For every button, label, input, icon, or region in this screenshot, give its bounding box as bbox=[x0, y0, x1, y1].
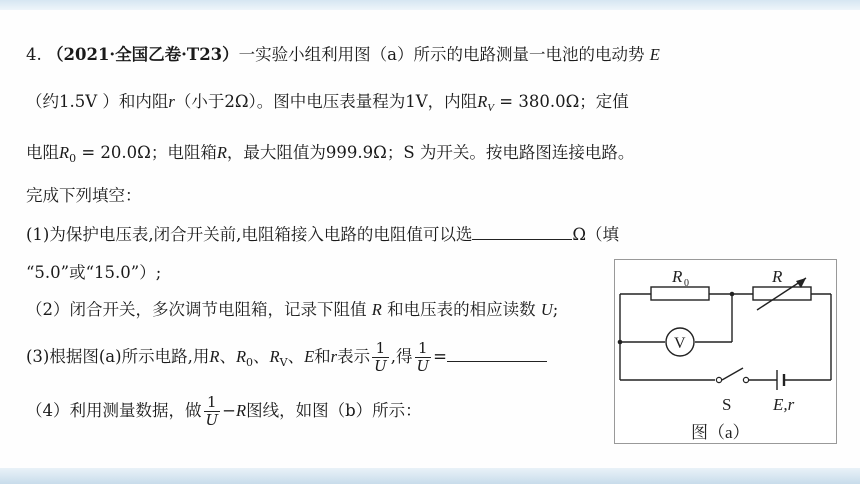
fraction-denominator: U bbox=[374, 357, 387, 375]
r0-symbol: R bbox=[59, 143, 70, 162]
separator: 、 bbox=[219, 347, 236, 366]
question-2-text: （2）闭合开关，多次调节电阻箱，记录下阻值 bbox=[26, 300, 367, 319]
switch-lever bbox=[722, 368, 743, 380]
r0-value: = 20.0Ω bbox=[76, 143, 151, 162]
r-symbol: R bbox=[235, 401, 247, 420]
r0-symbol: R bbox=[235, 347, 247, 366]
emf-symbol: E bbox=[649, 45, 660, 64]
fraction-1-over-u bbox=[415, 340, 432, 375]
voltmeter-range-text: ）。图中电压表量程为1V，内阻 bbox=[248, 92, 478, 111]
equals-sign: = bbox=[433, 347, 447, 366]
battery-label: E,r bbox=[773, 395, 795, 414]
text-fragment: ；定值 bbox=[579, 92, 629, 111]
text-fragment: （小于 bbox=[174, 92, 225, 111]
answer-blank-3[interactable] bbox=[447, 347, 547, 362]
rv-subscript: V bbox=[279, 356, 288, 369]
question-1-options: “5.0”或“15.0”）; bbox=[26, 263, 162, 282]
text-fragment: 和电压表的相应读数 bbox=[387, 300, 536, 319]
junction-dot bbox=[618, 340, 623, 345]
emf-symbol: E bbox=[304, 347, 315, 366]
problem-source: （2021·全国乙卷·T23） bbox=[47, 45, 239, 64]
question-1-unit: Ω（填 bbox=[572, 225, 620, 244]
u-symbol: U bbox=[540, 300, 553, 319]
fraction-numerator: 1 bbox=[372, 340, 389, 358]
answer-blank-1[interactable] bbox=[472, 225, 572, 240]
separator: 、 bbox=[287, 347, 305, 366]
text-fragment: ；电阻箱 bbox=[150, 143, 217, 162]
r0-subscript: 0 bbox=[246, 356, 254, 369]
battery-emf-note: （约1.5V ）和内阻 bbox=[26, 92, 169, 111]
text-fragment: 电阻 bbox=[26, 143, 59, 162]
r0-resistor bbox=[651, 287, 709, 300]
rv-subscript: V bbox=[487, 102, 495, 114]
r-symbol: R bbox=[371, 300, 382, 319]
question-1-text: (1)为保护电压表,闭合开关前,电阻箱接入电路的电阻值可以选 bbox=[26, 225, 473, 244]
r0-label-subscript: 0 bbox=[684, 278, 689, 289]
text-fragment: ; bbox=[552, 300, 559, 319]
problem-number: 4. bbox=[26, 45, 42, 64]
resistance-box-symbol: R bbox=[216, 143, 227, 162]
internal-resistance-symbol: r bbox=[330, 347, 338, 366]
problem-line-1 bbox=[26, 44, 660, 66]
question-1 bbox=[26, 224, 619, 246]
r-label: R bbox=[772, 267, 783, 286]
separator: 、 bbox=[253, 347, 270, 366]
rv-value: = 380.0Ω bbox=[494, 92, 580, 111]
problem-line-3 bbox=[26, 142, 634, 170]
figure-caption: 图（a） bbox=[691, 423, 750, 442]
circuit-diagram bbox=[615, 260, 838, 445]
top-decor-band bbox=[0, 0, 860, 10]
question-4-text: （4）利用测量数据，做 bbox=[26, 401, 202, 420]
switch-contact bbox=[743, 377, 748, 382]
internal-resistance-symbol: r bbox=[168, 92, 175, 111]
circuit-figure-a bbox=[614, 259, 837, 444]
fraction-denominator: U bbox=[416, 357, 430, 375]
rv-symbol: R bbox=[269, 347, 280, 366]
r-symbol: R bbox=[209, 347, 220, 366]
r0-label: R bbox=[672, 267, 683, 286]
resistance-limit: 2Ω bbox=[224, 92, 249, 111]
text-fragment: ,得 bbox=[390, 347, 413, 366]
text-fragment: 图线，如图（b）所示： bbox=[246, 401, 422, 420]
rv-symbol: R bbox=[477, 92, 488, 111]
problem-line-2 bbox=[26, 91, 629, 119]
question-4 bbox=[26, 394, 422, 429]
fraction-numerator: 1 bbox=[415, 340, 432, 358]
switch-label: S bbox=[722, 395, 732, 414]
text-fragment: 表示 bbox=[337, 347, 371, 366]
text-fragment: ，最大阻值为999.9Ω；S 为开关。按电路图连接电路。 bbox=[226, 143, 635, 162]
junction-dot bbox=[730, 292, 735, 297]
fraction-1-over-u bbox=[372, 340, 389, 375]
fraction-denominator: U bbox=[205, 411, 219, 429]
fraction-numerator: 1 bbox=[204, 394, 221, 412]
fraction-1-over-u bbox=[204, 394, 221, 429]
question-2 bbox=[26, 299, 558, 321]
question-3-text: (3)根据图(a)所示电路,用 bbox=[26, 347, 210, 366]
bottom-decor-band bbox=[0, 468, 860, 484]
question-3 bbox=[26, 340, 547, 375]
voltmeter-label: V bbox=[674, 335, 686, 352]
switch-contact bbox=[716, 377, 721, 382]
minus-sign: − bbox=[222, 401, 236, 420]
text-fragment: 和 bbox=[314, 347, 331, 366]
problem-intro-text: 一实验小组利用图（a）所示的电路测量一电池的电动势 bbox=[238, 45, 645, 64]
instruction-line: 完成下列填空： bbox=[26, 186, 142, 205]
r0-subscript: 0 bbox=[69, 152, 77, 165]
